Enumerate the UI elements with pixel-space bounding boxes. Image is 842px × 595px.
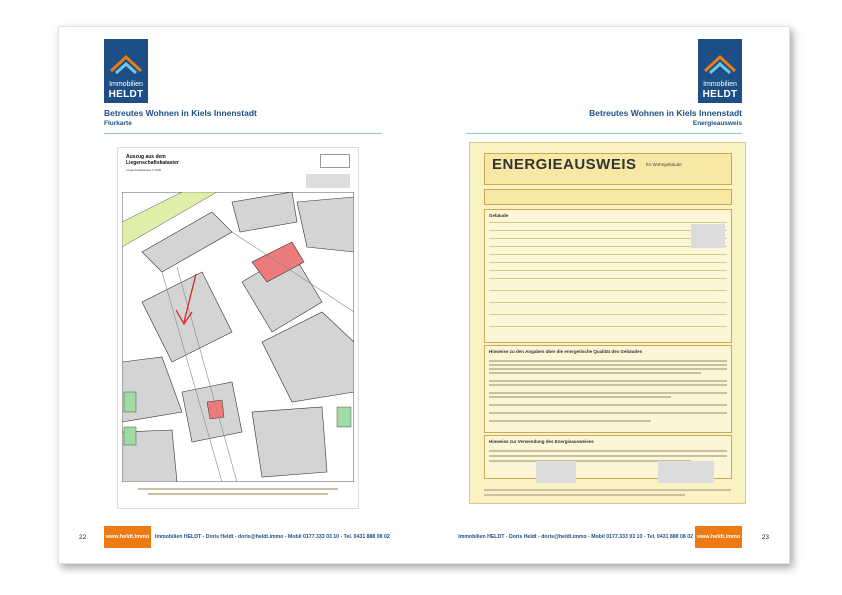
website-badge: www.heldt.immo [695, 526, 742, 548]
cadastral-map [122, 192, 354, 482]
cadastral-map-document [117, 147, 359, 509]
right-page [424, 27, 789, 563]
logo-text-heldt: HELDT [702, 89, 738, 100]
heldt-logo [104, 39, 148, 103]
section-title-hinweise-verwendung: Hinweise zur Verwendung des Energieausweises [489, 439, 594, 444]
website-badge: www.heldt.immo [104, 526, 151, 548]
page-title: Betreutes Wohnen in Kiels Innenstadt [104, 108, 257, 118]
map-header: Auszug aus dem Liegenschaftskataster [126, 154, 179, 166]
logo-text-heldt: HELDT [108, 89, 144, 100]
energy-certificate-document [469, 142, 746, 504]
page-subtitle: Flurkarte [104, 120, 132, 127]
brochure-spread [58, 26, 790, 564]
redacted-signature [658, 461, 714, 483]
building-section [484, 209, 732, 343]
footer-contact: Immobilien HELDT - Doris Heldt - doris@heldt.immo - Mobil 0177.333 03 10 - Tel. 0431 888 08 02 [155, 534, 390, 540]
certificate-type: für Wohngebäude [646, 162, 682, 167]
quality-notes-section [484, 345, 732, 433]
certificate-meta-row [484, 189, 732, 205]
section-title-gebaeude: Gebäude [489, 213, 509, 218]
logo-text-immobilien: Immobilien [703, 81, 737, 88]
header-divider [104, 133, 382, 134]
map-header-detail: Liegenschaftskarte 1:1000 [126, 168, 162, 172]
header-divider [466, 133, 742, 134]
map-footer [138, 486, 338, 500]
page-number: 22 [79, 534, 87, 541]
footer-contact: Immobilien HELDT - Doris Heldt - doris@heldt.immo - Mobil 0177.333 03 10 - Tel. 0431 888 08 02 [458, 534, 693, 540]
page-title: Betreutes Wohnen in Kiels Innenstadt [589, 108, 742, 118]
logo-text-immobilien: Immobilien [109, 81, 143, 88]
map-seal [320, 154, 350, 168]
left-page [59, 27, 424, 563]
house-roof-icon [109, 49, 143, 77]
page-number: 23 [761, 534, 769, 541]
certificate-title: ENERGIEAUSWEIS [492, 156, 637, 173]
page-subtitle: Energieausweis [692, 120, 742, 127]
map-redacted-box [306, 174, 350, 188]
certificate-footnote-2 [484, 494, 685, 496]
certificate-footnote [484, 489, 731, 491]
redacted-issuer [536, 461, 576, 483]
house-roof-icon [703, 49, 737, 77]
heldt-logo [698, 39, 742, 103]
section-title-hinweise-angaben: Hinweise zu den Angaben über die energetische Qualität des Gebäudes [489, 349, 643, 354]
